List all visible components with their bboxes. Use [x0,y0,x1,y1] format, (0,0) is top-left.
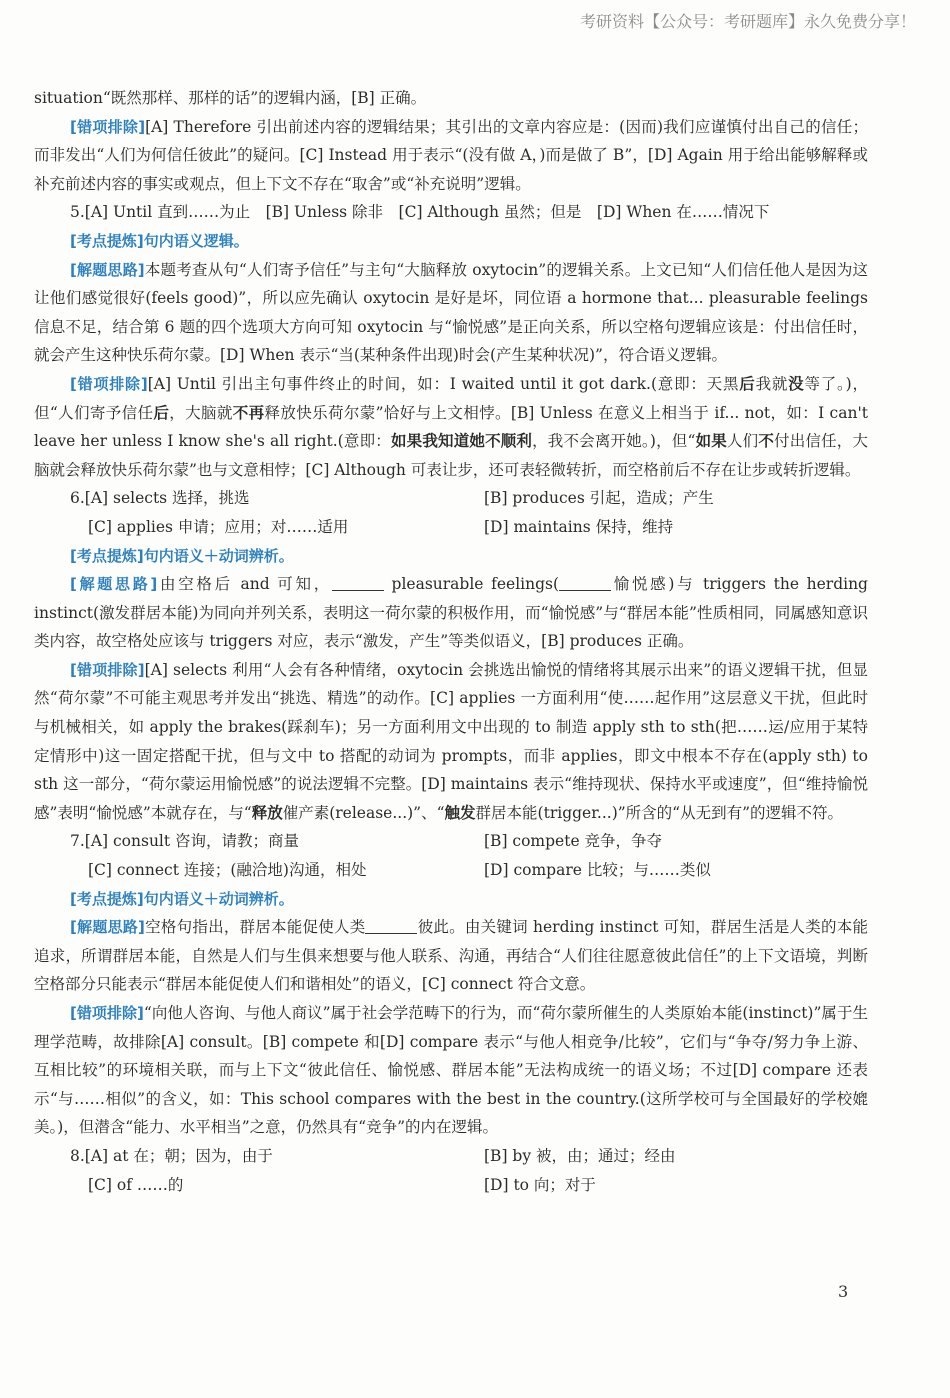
q8-options-row1 [34,1142,868,1171]
q6-thinking: [解题思路]由空格后 and 可知， pleasurable feelings( 愉悦感)与 triggers the herding instinct(激发群居本能)为同向并列关系，表明这一荷尔蒙的积极作用，而“愉悦感”与“群居本能”性质相同，同属感知意识类内容，故空格处应该与 triggers 对应，表示“激发，产生”等类似语义，[B] produces 正确。 [34,570,868,656]
q6-options-row1 [34,484,868,513]
error-tag: [错项排除] [70,117,146,136]
q6-point: [考点提炼]句内语义＋动词辨析。 [70,546,294,565]
option: [B] by 被，由；通过；经由 [484,1146,676,1165]
q7-options-row1 [34,827,868,856]
option: [D] maintains 保持，维持 [484,517,674,536]
error-analysis: [错项排除][A] Therefore 引出前述内容的逻辑结果；其引出的文章内容应是：(因而)我们应谨慎付出自己的信任；而非发出“人们为何信任彼此”的疑问。[C] Instead 用于表示“(没有做 A，)而是做了 B”，[D] Again 用于给出能够解释或补充前述内容的事实或观点，但上下文不存在“取舍”或“补充说明”逻辑。 [34,117,869,193]
blank-line [332,572,384,591]
option: [D] compare 比较；与……类似 [484,861,711,880]
option: [D] to 向；对于 [484,1175,596,1194]
option: 8.[A] at 在；朝；因为，由于 [70,1146,273,1165]
option: [C] applies 申请；应用；对……适用 [88,517,349,536]
option: 6.[A] selects 选择，挑选 [70,489,250,508]
q7-point: [考点提炼]句内语义＋动词辨析。 [70,889,294,908]
q8-options-row2 [34,1171,868,1200]
option: [B] produces 引起，造成；产生 [484,489,714,508]
option: [B] compete 竞争，争夺 [484,832,663,851]
q7-error-analysis: [错项排除]“向他人咨询、与他人商议”属于社会学范畴下的行为，而“荷尔蒙所催生的人类原始本能(instinct)”属于生理学范畴，故排除[A] consult。[B] compete 和[D] compare 表示“与他人相竞争/比较”，它们与“争夺/努力争上游、互相比较”的环境相关联，而与上下文“彼此信任、愉悦感、群居本能”无法构成统一的语义场；不过[D] compare 还表示“与……相似”的含义，如：This school compares with the best in the country.(这所学校可与全国最好的学校媲美。)，但潜含“能力、水平相当”之意，仍然具有“竞争”的内在逻辑。 [34,1004,868,1137]
q7-thinking: [解题思路]空格句指出，群居本能促使人类 彼此。由关键词 herding instinct 可知，群居生活是人类的本能追求，所谓群居本能，自然是人们与生俱来想要与他人联系、沟通，再结合“人们往往愿意彼此信任”的上下文语境，判断空格部分只能表示“群居本能促使人们和谐相处”的语义，[C] connect 符合文意。 [34,913,868,999]
q5-error-analysis: [错项排除][A] Until 引出主句事件终止的时间，如：I waited until it got dark.(意即：天黑后我就没等了。)，但“人们寄予信任后，大脑就不再释放快乐荷尔蒙”恰好与上文相悖。[B] Unless 在意义上相当于 if... not，如：I can't leave her unless I know she's all right.(意即：如果我知道她不顺利，我不会离开她。)，但“如果人们不付出信任，大脑就会释放快乐荷尔蒙”也与文意相悖；[C] Although 可表让步，还可表轻微转折，而空格前后不存在让步或转折逻辑。 [34,373,868,479]
q5-thinking: [解题思路]本题考查从句“人们寄予信任”与主句“大脑释放 oxytocin”的逻辑关系。上文已知“人们信任他人是因为这让他们感觉很好(feels good)”，所以应先确认 oxytocin 是好是坏，同位语 a hormone that... pleasurable feelings 信息不足，结合第 6 题的四个选项大方向可知 oxytocin 与“愉悦感”是正向关系，所以空格句逻辑应该是：付出信任时，就会产生这种快乐荷尔蒙。[D] When 表示“当(某种条件出现)时会(产生某种状况)”，符合语义逻辑。 [34,260,868,365]
q7-options-row2 [34,856,868,885]
option: [C] of ……的 [88,1175,184,1194]
question-5-options: 5.[A] Until 直到……为止 [B] Unless 除非 [C] Although 虽然；但是 [D] When 在……情况下 [70,203,770,222]
watermark: 考研资料【公众号：考研题库】永久免费分享！ [580,12,917,31]
option: [C] connect 连接；(融洽地)沟通，相处 [88,861,367,880]
page-content [34,84,868,1199]
blank-line [365,915,417,934]
page-number: 3 [838,1282,849,1301]
q6-options-row2 [34,513,868,542]
paragraph: situation“既然那样、那样的话”的逻辑内涵，[B] 正确。 [34,89,427,107]
q5-point: [考点提炼]句内语义逻辑。 [70,231,249,250]
q6-error-analysis: [错项排除][A] selects 利用“人会有各种情绪，oxytocin 会挑选出愉悦的情绪将其展示出来”的语义逻辑干扰，但显然“荷尔蒙”不可能主观思考并发出“挑选、精选”的动作。[C] applies 一方面利用“使……起作用”这层意义干扰，但此时与机械相关，如 apply the brakes(踩刹车)；另一方面利用文中出现的 to 制造 apply sth to sth(把……运/应用于某特定情形中)这一固定搭配干扰，但与文中 to 搭配的动词为 prompts，而非 applies，即文中根本不存在(apply sth) to sth 这一部分，“荷尔蒙运用愉悦感”的说法逻辑不完整。[D] maintains 表示“维持现状、保持水平或速度”，但“维持愉悦感”表明“愉悦感”本就存在，与“释放催产素(release...)”、“触发群居本能(trigger...)”所含的“从无到有”的逻辑不符。 [34,660,868,822]
option: 7.[A] consult 咨询，请教；商量 [70,832,300,851]
blank-line [559,572,611,591]
